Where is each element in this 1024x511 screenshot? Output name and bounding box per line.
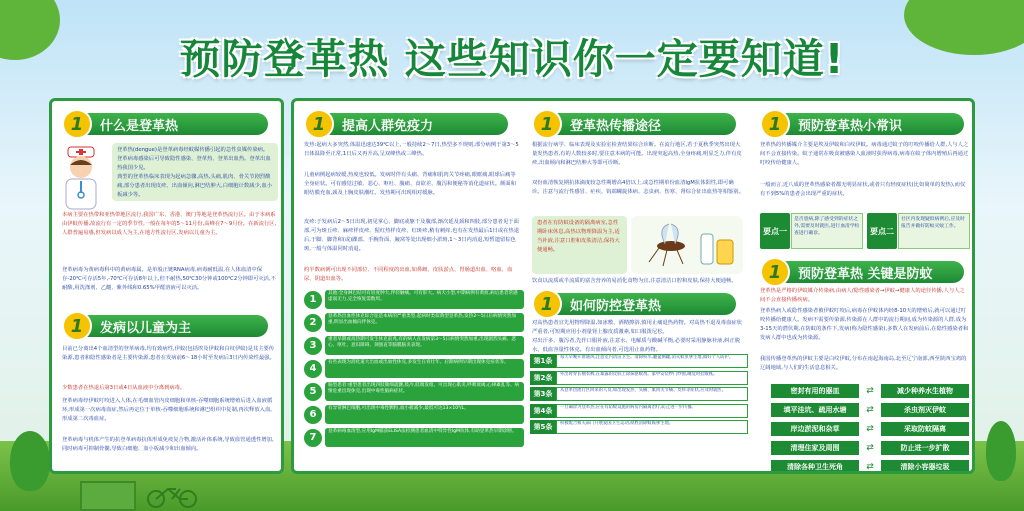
measure-row: 密封有用的器皿 ⇄ 减少种养水生植物 bbox=[771, 384, 969, 398]
children-text-2: 少数患者在热退后第3日或4日从血液中分离到病毒。 bbox=[62, 385, 186, 391]
rash-text: 皮疹:于发病后2～5日出现,初见掌心、脚底或躯干及腹部,渐次延及颈和四肢,部分患者见于面部,可为斑丘疹、麻疹样皮疹、猩红热样皮疹、红斑疹,稍有刺痒,也有在发热最后1日或在热退后,于脚、脚背和(或)踝部、手腕背面、腋窝等处出现细小淤斑,1～3日内消退,短暂遗留棕色斑,一般与体温同时消退。 bbox=[304, 219, 519, 252]
diet-text: 饮食以流质或半流质的富含营养的易消化食物为宜,注意清洁口腔和皮肤,保持大便通畅。 bbox=[532, 278, 737, 284]
prevention-measures-grid bbox=[771, 384, 969, 474]
measure-row: 清理住家及周围 ⇄ 防止进一步扩散 bbox=[771, 441, 969, 455]
building bbox=[80, 481, 136, 511]
serology-text: 双份血清恢复期抗体滴度较急性期增高4倍以上,或急性期单份血清IgM抗体阳性,即可确诊。注意与流行性感冒、疟疾、钩端螺旋体病、恙虫病、伤寒、肾综合征出血热等相鉴别。 bbox=[532, 180, 744, 195]
list-item: 5 脑型患者:重型患者出现四肢微细震颤,肢冷,肢端发绀。可出现心肌炎,呼吸衰竭,心律紊乱等。病情危重出现休克,出现中毒性脑病症状。 bbox=[304, 381, 524, 402]
list-item: 4 有些表现为消化道大出血或出血性休克,多发生在青壮年。后期病例早期出现休克症状等。 bbox=[304, 358, 524, 379]
step-row: 第2条 外出时穿长袖衣裤,在暴露的皮肤上涂抹驱蚊剂。家中安装纱门纱窗,睡觉时挂蚊帐。 bbox=[530, 371, 748, 385]
measure-row: 清除各种卫生死角 ⇄ 清除小容器垃圾 bbox=[771, 460, 969, 474]
arrow-icon: ⇄ bbox=[866, 443, 874, 453]
measure-row: 岸边淤泥和杂草 ⇄ 采取防蚊隔离 bbox=[771, 422, 969, 436]
isolation-box: 患者在有防蚊设备的隔离病室,急性期卧床休息,高热以物理降温为主,适当补液,注意口腔和皮肤清洁,保持大便通畅。 bbox=[532, 216, 627, 274]
section-header-mosquito-control bbox=[764, 261, 964, 283]
dengue-virus-text: 登革病毒为黄病毒科中的黄病毒属。是单股正链RNA病毒,病毒耐低温,在人体血清中保存-20℃可存活5年,-70℃可存活8年以上,但不耐热,50℃30分钟或100℃2分钟即可灭活,不耐酸,用洗涤剂、乙醚、紫外线和0.65%甲醛溶液可以灭活。 bbox=[62, 267, 276, 291]
step-row: 第1条 每天早晚开窗通风,注意室内清洁卫生。清除积水,翻盆倒罐,消灭蚊虫孳生地,做好个人防护。 bbox=[530, 354, 748, 368]
page-title: 预防登革热 这些知识你一定要知道! bbox=[179, 35, 845, 83]
arrow-icon: ⇄ bbox=[866, 424, 874, 434]
left-panel bbox=[49, 98, 284, 474]
list-item: 3 重者早期或高热期可发生休克前兆,有的病人在发病第3～5日病情突然加重,出现剧烈头痛、恶心、呕吐、意识障碍、颈强直等脑膜脑炎表现。 bbox=[304, 335, 524, 356]
arrow-icon: ⇄ bbox=[866, 386, 874, 396]
section-header-tips bbox=[764, 113, 964, 135]
doctor-cartoon-icon bbox=[58, 145, 104, 215]
dengue-epidemiology-text: 本病主要在热带和亚热带地区流行,我国广东、香港、澳门等地是登革热流行区。由于本病系由伊蚊传播,故流行有一定的季节性,一般在每年的5～11月份,高峰在7～9月份。在新流行区,人群普遍易感,但发病以成人为主,在地方性流行区,发病以儿童为主。 bbox=[62, 212, 277, 236]
section-heading: 什么是登革热 bbox=[100, 118, 179, 134]
section-header-immunity bbox=[308, 113, 508, 135]
children-text-4: 登革病毒与机体产生的抗登革病毒抗体形成免疫复合物,激活补体系统,导致血管通透性增加,同时病毒可抑制骨髓,导致白细胞、血小板减少和出血倾向。 bbox=[62, 437, 274, 452]
list-item: 7 登革病毒血清型,应用IgM捕获ELISA法检测患者血清中特异性IgM抗体,有助登革热早期诊断。 bbox=[304, 427, 524, 448]
bicycle-icon bbox=[146, 483, 198, 509]
step-row: 第4条 一旦确诊为登革热,应在有防蚊设施的病房内隔离治疗,防止进一步传播。 bbox=[530, 404, 748, 418]
cooling-text: 对高热患者宜先用物理降温,如冰敷、酒精擦浴,慎用止痛退热药物。对高热不退及毒血症状严重者,可短期应用小剂量肾上腺皮质激素,如口服泼尼松。 对出汗多、腹泻者,先作口服补液,注意水、电解质与酸碱平衡,必要时采用静脉补液,纠正脱水、低血容量性休克。有出血倾向者,可选用止血药物。 bbox=[532, 320, 742, 353]
measure-row: 填平洼坑、疏用水塘 ⇄ 杀虫剂灭伊蚊 bbox=[771, 403, 969, 417]
bleeding-text: 约半数病例可出现不同部位、不同程度的出血,如鼻衄、皮肤淤点、胃肠道出血、咯血、血尿、阴道出血等。 bbox=[304, 267, 513, 282]
section-header-what-is-dengue bbox=[66, 113, 268, 135]
prevention-steps bbox=[530, 354, 748, 437]
intro-box: 登革热(dengue)是登革病毒经蚊媒传播引起的急性虫媒传染病。登革病毒感染后可导致隐性感染、登革热、登革出血热。登革出血热我国少见。 典型的登革热临床表现为起病急骤,高热,头痛,肌肉、骨关节剧烈酸痛,部分患者出现皮疹、出血倾向,淋巴结肿大,白细胞计数减少,血小板减少等。 bbox=[112, 143, 278, 201]
number-badge: 1 bbox=[62, 311, 92, 341]
symptom-list bbox=[304, 289, 524, 450]
list-item: 1 其他:全身淋巴结可有轻度肿大,伴轻触痛。可有肝大。病大小型,中期病例有黄疸,病后患者常感虚弱无力,完全恢复需数周。 bbox=[304, 289, 524, 310]
arrow-icon: ⇄ bbox=[866, 405, 874, 415]
incubation-text: 登革热病人或隐性感染者被伊蚊叮咬后,病毒在伊蚊体内经8-10天的增殖后,就可以通过叮咬传播给健康人。发病不需要传染源,传染源在人群中的流行期间,成为传染源的人群,成为3-15天的潜伏期,在防蚊的条件下,发病(称为隐性感染),多数人在发病前后,在隐性感染者和发病人群中也成为传染源。 bbox=[760, 308, 969, 341]
step-row: 第5条 积极配合相关部门开展爱国卫生运动,彻底清除蚊媒孳生地。 bbox=[530, 420, 748, 434]
mosquito-icon bbox=[631, 216, 743, 274]
section-header-prevention bbox=[536, 293, 736, 315]
key-point-two-text: 社区内发现疑似病例后,应及时报告并做好防蚊灭蚊工作。 bbox=[898, 213, 970, 249]
section-heading: 预防登革热 关键是防蚊 bbox=[798, 266, 933, 282]
section-heading: 登革热传播途径 bbox=[570, 118, 662, 134]
number-badge: 1 bbox=[760, 257, 790, 287]
tree-right bbox=[986, 421, 1016, 481]
fever-text: 发热:起病大多突然,体温迅速达39℃以上,一般持续2～7日,热型多不规则,部分病例于第3～5日体温降至正常,1日后又再升高,呈双峰热或三峰热。 bbox=[304, 142, 519, 157]
number-badge: 1 bbox=[760, 109, 790, 139]
distribution-text: 我国传播登革热的伊蚊主要是白纹伊蚊,分布在南起海南岛,北至辽宁南部,西至陕西宝鸡的辽阔地域,与人们的生活息息相关。 bbox=[760, 356, 967, 371]
step-row: 第3条 从登革热流行区回来的人员,如出现发热、头痛、肌肉关节痛、皮疹等症状,应及时就医。 bbox=[530, 387, 748, 401]
number-badge: 1 bbox=[304, 109, 334, 139]
section-heading: 发病以儿童为主 bbox=[100, 320, 192, 336]
key-point-one: 要点一 bbox=[760, 213, 790, 249]
section-heading: 提高人群免疫力 bbox=[342, 118, 434, 134]
arrow-icon: ⇄ bbox=[866, 462, 874, 472]
vector-text: 登革热的传播媒介主要是埃及伊蚊和白纹伊蚊。病毒通过蚊子的叮咬传播给人群,人与人之间不会直接传染。蚊子通常在吸食被感染人血液时获得病毒,病毒在蚊子体内增殖后再通过叮咬传给健康人。 bbox=[760, 142, 969, 166]
section-header-children bbox=[66, 315, 268, 337]
children-text-1: 目前已分离出4个血清型的登革病毒,均有致病性,伊蚊(包括埃及伊蚊和白纹伊蚊)是其主要传染源,患者和隐性感染者是主要传染源,患者在发病前6～18小时至发病后3日内传染性最强。 bbox=[62, 346, 275, 361]
key-point-two: 要点二 bbox=[867, 213, 897, 249]
key-point-one-text: 是否患病,除了感受到的症状之外,需要及时就医,进行血清学检查进行确诊。 bbox=[791, 213, 863, 249]
list-item: 6 有异常淋巴细胞,可出现中毒性颗粒,血小板减少,最低可达13×10⁹/L。 bbox=[304, 404, 524, 425]
main-panel bbox=[291, 98, 975, 474]
symptom-ratio-text: 一般而言,近八成的登革热感染者都无明显症状,或者只有轻度症状(比如简单的发热),而仅有不到5%的患者会出现严重的症状。 bbox=[760, 182, 966, 197]
section-heading: 如何防控登革热 bbox=[570, 298, 662, 314]
list-item: 2 登革热出血性休克综合征是本病的严重类型,起病时类似典型登革热,发热2～5日后病情突然加重,明显出血倾向伴休克。 bbox=[304, 312, 524, 333]
number-badge: 1 bbox=[62, 109, 92, 139]
section-header-transmission bbox=[536, 113, 736, 135]
number-badge: 1 bbox=[532, 109, 562, 139]
child-cases-text: 儿童病例起病较缓,热度也较低。发病时伴有头痛、背痛和肌肉关节疼痛,眼眶痛,眼球后痛等全身症状。可有感觉过敏、恶心、呕吐、腹痛、食欲差、腹泻和便秘等消化道症状。颜面和眼结膜充血,颈及上胸皮肤潮红。发热期可出现相对缓脉。 bbox=[304, 172, 516, 196]
diagnosis-text: 根据流行病学、临床表现及实验室检查结果综合诊断。在流行地区,若于夏秋季突然出现大量发热患者,有的人数较多时,要注意本病的可能。出现突起高热,全身疼痛,明显乏力,伴有皮疹,出血倾向和淋巴结肿大等即可诊断。 bbox=[532, 142, 742, 166]
number-badge: 1 bbox=[532, 289, 562, 319]
children-text-3: 登革病毒经伊蚊叮咬进入人体,在毛细血管内皮细胞和单核-吞噬细胞系统增殖后进入血液循环,形成第一次病毒血症,然后再定位于单核-吞噬细胞系统和淋巴组织中复制,再次释放入血,形成第二次毒血症。 bbox=[62, 398, 273, 422]
tree-left bbox=[10, 431, 50, 491]
transmission-chain-text: 登革热是严格的伊蚊媒介传染病,由病人/隐性感染者→伊蚊→健康人的途径传播,人与人之间不会直接传播疾病。 bbox=[760, 288, 965, 303]
section-heading: 预防登革热小常识 bbox=[798, 118, 903, 134]
